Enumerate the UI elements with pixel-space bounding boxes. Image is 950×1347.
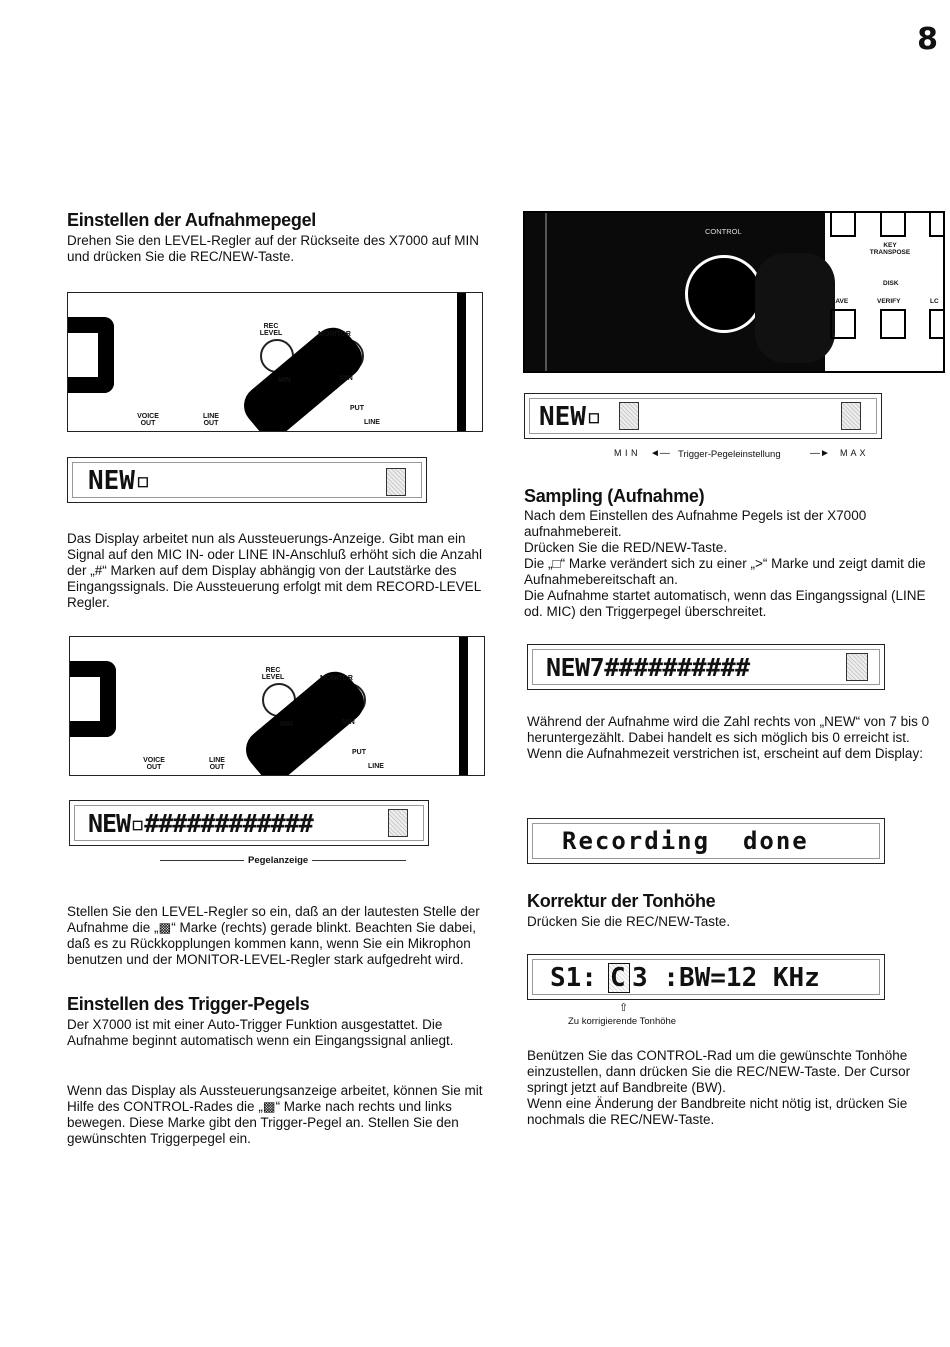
lcd-text: S1: <box>550 963 597 993</box>
pitch-caption: Zu korrigierende Tonhöhe <box>568 1016 677 1027</box>
panel-bracket <box>70 661 116 737</box>
trigger-cursor <box>846 653 868 681</box>
level-caption <box>160 855 406 867</box>
lcd-display-trigger <box>524 393 882 439</box>
line-label: LINE <box>364 419 380 426</box>
min-label: MIN <box>278 377 291 384</box>
lcd-text: NEW7########## <box>546 653 750 682</box>
rec-level-label: REC LEVEL <box>261 667 285 681</box>
section-body: Benützen Sie das CONTROL-Rad um die gewünschte Tonhöhe einzustellen, dann drücken Sie die REC/NEW-Taste. Der Cursor springt jetzt auf Bandbreite (BW). Wenn eine Änderung der Bandbreite nicht nötig ist, drücken Sie nochmals die REC/NEW-Taste. <box>527 1048 911 1127</box>
section-body: Drücken Sie die REC/NEW-Taste. <box>527 914 731 929</box>
input-label: PUT <box>352 749 366 756</box>
min-label: MIN <box>280 721 293 728</box>
min-caption: M I N <box>614 448 638 458</box>
trigger-cursor <box>388 809 408 837</box>
lcd-display-recording <box>527 644 885 690</box>
lcd-text: Recording done <box>562 827 809 855</box>
trigger-cursor <box>386 468 406 496</box>
trigger-cursor <box>619 402 639 430</box>
line-out-label: LINE OUT <box>203 413 219 427</box>
lcd-display-new <box>67 457 427 503</box>
arrow-up-icon: ⇧ <box>619 1002 629 1014</box>
hand-illustration <box>755 253 835 363</box>
section-body: Stellen Sie den LEVEL-Regler so ein, daß an der lautesten Stelle der Aufnahme die „▩“ Marke (rechts) gerade blinkt. Beachten Sie dabei, daß es zu Rückkopplungen kommen kann, wenn Sie ein Mikrophon benutzen und der MONITOR-LEVEL-Regler stark aufgedreht wird. <box>67 904 480 967</box>
control-label: CONTROL <box>705 227 742 236</box>
section-body: Während der Aufnahme wird die Zahl rechts von „NEW“ von 7 bis 0 heruntergezählt. Dabei handelt es sich möglich bis 0 erreicht ist. Wenn die Aufnahmezeit verstrichen ist, erscheint auf dem Display: <box>527 714 930 761</box>
pitch-cursor <box>608 963 630 993</box>
line-out-label: LINE OUT <box>209 757 225 771</box>
verify-label: VERIFY <box>877 298 901 305</box>
lcd-text: NEW▫ <box>539 402 602 432</box>
voice-out-label: VOICE OUT <box>143 757 165 771</box>
section-body: Drehen Sie den LEVEL-Regler auf der Rückseite des X7000 auf MIN und drücken Sie die REC/NEW-Taste. <box>67 233 479 264</box>
button-icon <box>929 309 945 339</box>
lcd-display-level-meter <box>69 800 429 846</box>
button-icon <box>880 213 906 237</box>
save-label: SAVE <box>831 298 849 305</box>
lcd-text: C <box>610 963 626 993</box>
input-label: PUT <box>350 405 364 412</box>
verify-button-icon <box>880 309 906 339</box>
section-body: Nach dem Einstellen des Aufnahme Pegels ist der X7000 aufnahmebereit. Drücken Sie die RED/NEW-Taste. Die „□“ Marke verändert sich zu einer „>“ Marke und zeigt damit die Aufnahmebereitschaft an. Die Aufnahme startet automatisch, wenn das Eingangssignal (LINE od. MIC) den Triggerpegel überschreitet. <box>524 508 926 619</box>
max-caption: M A X <box>840 448 867 458</box>
key-transpose-label: KEY TRANSPOSE <box>869 242 911 256</box>
rear-panel-illustration <box>67 292 483 432</box>
control-wheel-photo <box>523 211 945 373</box>
trigger-caption: M I N ◄— Trigger-Pegeleinstellung —► M A X <box>614 448 867 460</box>
section-body: Das Display arbeitet nun als Aussteuerungs-Anzeige. Gibt man ein Signal auf den MIC IN- oder LINE IN-Anschluß erhöht sich die Anzahl der „#“ Marken auf dem Display abhängig von der Lautstärke des Eingangssignals. Die Aussteuerung erfolgt mit dem RECORD-LEVEL Regler. <box>67 531 482 610</box>
trigger-cursor-max <box>841 402 861 430</box>
section-title-sampling: Sampling (Aufnahme) <box>524 486 705 506</box>
page-number: 8 <box>917 22 938 57</box>
section-title-pitch: Korrektur der Tonhöhe <box>527 891 716 911</box>
lcd-display-done <box>527 818 885 864</box>
rear-panel-illustration <box>69 636 485 776</box>
lcd-display-pitch <box>527 954 885 1000</box>
section-body: Wenn das Display als Aussteuerungsanzeige arbeitet, können Sie mit Hilfe des CONTROL-Rades die „▩“ Marke nach rechts und links bewegen. Diese Marke gibt den Trigger-Pegel an. Stellen Sie den gewünschten Triggerpegel ein. <box>67 1083 483 1146</box>
panel-bar <box>457 293 466 431</box>
lc-label: LC <box>930 298 939 305</box>
section-body: Der X7000 ist mit einer Auto-Trigger Funktion ausgestattet. Die Aufnahme beginnt automatisch wenn ein Eingangssignal anliegt. <box>67 1017 454 1048</box>
rec-level-label: REC LEVEL <box>259 323 283 337</box>
control-wheel <box>685 255 763 333</box>
monitor-label: MONITOR <box>320 675 353 682</box>
save-button-icon <box>830 309 856 339</box>
lcd-text: 3 :BW=12 KHz <box>632 963 820 993</box>
lcd-text: NEW▫############ <box>88 809 313 838</box>
button-icon <box>830 213 856 237</box>
line-label: LINE <box>368 763 384 770</box>
level-caption-text: Pegelanzeige <box>244 855 312 866</box>
panel-bracket <box>68 317 114 393</box>
section-title-trigger: Einstellen des Trigger-Pegels <box>67 994 310 1014</box>
panel-bar <box>459 637 468 775</box>
lcd-text: NEW▫ <box>88 466 151 496</box>
trigger-caption-text: Trigger-Pegeleinstellung <box>678 449 781 460</box>
monitor-label: MONITOR <box>318 331 351 338</box>
section-title-recording-level: Einstellen der Aufnahmepegel <box>67 210 316 230</box>
disk-label: DISK <box>883 280 899 287</box>
min-label: MIN <box>340 375 353 382</box>
button-icon <box>929 213 945 237</box>
voice-out-label: VOICE OUT <box>137 413 159 427</box>
min-label: MIN <box>342 719 355 726</box>
